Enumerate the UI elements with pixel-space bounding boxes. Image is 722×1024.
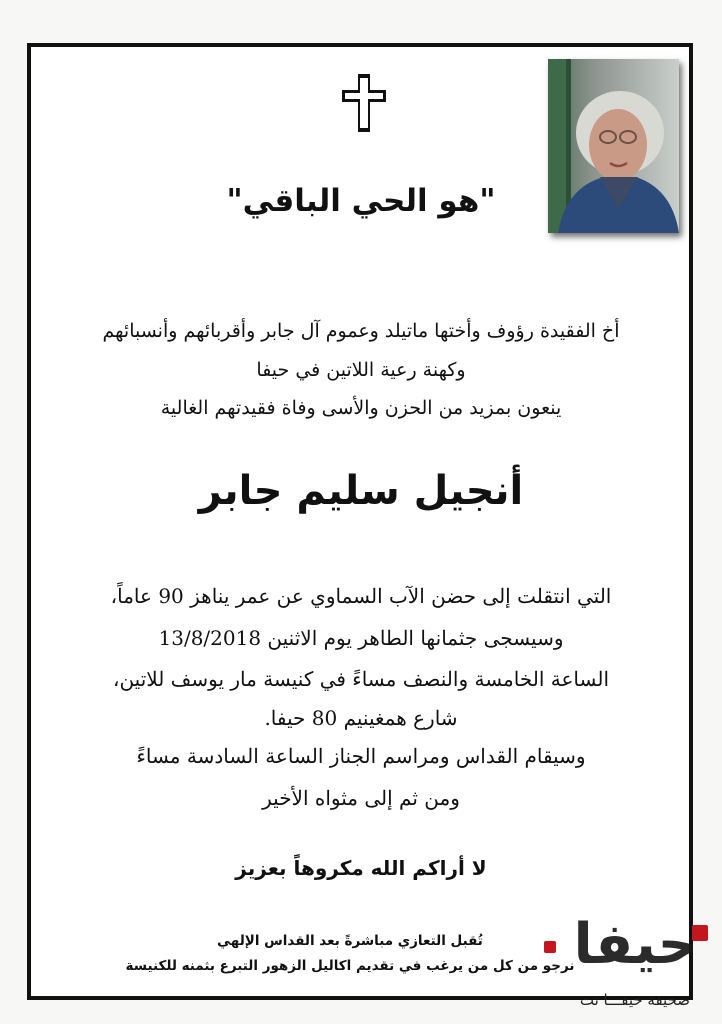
closing-phrase: لا أراكم الله مكروهاً بعزيز [235,856,487,880]
body-line: وسيقام القداس ومراسم الجناز الساعة السادسة مساءً [136,744,586,768]
body-line: الساعة الخامسة والنصف مساءً في كنيسة مار يوسف للاتين، [113,667,609,691]
intro-line: أخ الفقيدة رؤوف وأختها ماتيلد وعموم آل جابر وأقربائهم وأنسبائهم [102,320,620,342]
condolence-line: تُقبل التعازي مباشرةً بعد القداس الإلهي [217,933,483,949]
watermark-logo: حيفا [573,912,698,977]
logo-accent-dot [544,941,556,953]
site-watermark [512,912,716,1015]
cross-icon [338,72,390,134]
body-line: شارع همغينيم 80 حيفا. [264,706,458,730]
body-line: وسيسجى جثمانها الطاهر يوم الاثنين 13/8/2018 [158,626,564,650]
condolence-line: نرجو من كل من يرغب في تقديم اكاليل الزهور التبرع بثمنه للكنيسة [125,958,575,974]
motto-heading: "هو الحي الباقي" [226,183,496,219]
intro-line: ينعون بمزيد من الحزن والأسى وفاة فقيدتهم الغالية [160,397,562,419]
deceased-name: أنجيل سليم جابر [198,468,524,514]
watermark-subtitle: صحيفة حيفـــا نت [579,991,690,1009]
body-line: التي انتقلت إلى حضن الآب السماوي عن عمر يناهز 90 عاماً، [110,584,612,608]
body-line: ومن ثم إلى مثواه الأخير [262,786,460,810]
intro-line: وكهنة رعية اللاتين في حيفا [256,359,466,381]
